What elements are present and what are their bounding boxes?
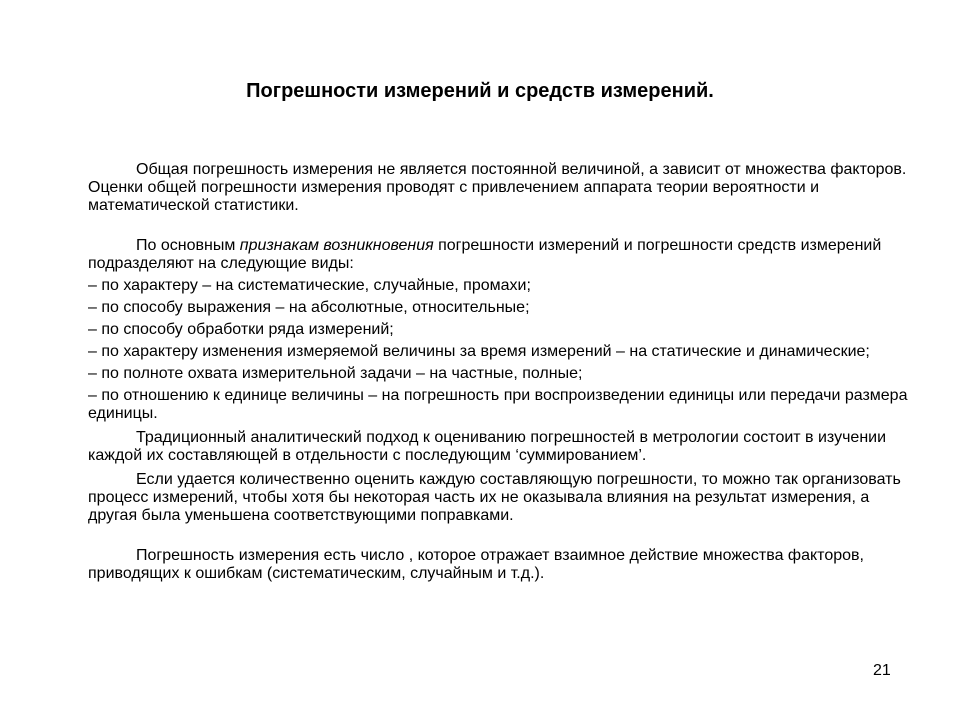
classification-italic-term: признакам возникновения bbox=[239, 237, 434, 254]
paragraph-classification bbox=[88, 237, 908, 273]
paragraph-analytic-approach: Традиционный аналитический подход к оцениванию погрешностей в метрологии состоит в изучении каждой их составляющей в отдельности с последующим ‘суммированием’. bbox=[88, 429, 887, 464]
paragraph-general-error: Общая погрешность измерения не является постоянной величиной, а зависит от множества факторов. Оценки общей погрешности измерения проводят с привлечением аппарата теории вероятности и математической статистики. bbox=[88, 161, 907, 214]
slide-body bbox=[88, 161, 908, 583]
classification-rest: погрешности измерений и погрешности средств измерений подразделяют на следующие виды: bbox=[88, 237, 882, 272]
slide-title: Погрешности измерений и средств измерений. bbox=[246, 80, 714, 102]
classification-intro: По основным bbox=[136, 237, 240, 254]
list-item: – по способу обработки ряда измерений; bbox=[88, 321, 394, 338]
list-item: – по полноте охвата измерительной задачи – на частные, полные; bbox=[88, 365, 583, 382]
list-item: – по характеру изменения измеряемой величины за время измерений – на статические и динамические; bbox=[88, 343, 870, 360]
page-number: 21 bbox=[873, 662, 891, 679]
paragraph-corrections: Если удается количественно оценить каждую составляющую погрешности, то можно так организовать процесс измерений, чтобы хотя бы некоторая часть их не оказывала влияния на результат измерения, а другая была уменьшена соответствующими поправками. bbox=[88, 471, 901, 524]
list-item: – по способу выражения – на абсолютные, относительные; bbox=[88, 299, 530, 316]
paragraph-error-definition: Погрешность измерения есть число , которое отражает взаимное действие множества факторов, приводящих к ошибкам (систематическим, случайным и т.д.). bbox=[88, 547, 864, 582]
list-item: – по характеру – на систематические, случайные, промахи; bbox=[88, 277, 531, 294]
list-item: – по отношению к единице величины – на погрешность при воспроизведении единицы или передачи размера единицы. bbox=[88, 387, 908, 422]
